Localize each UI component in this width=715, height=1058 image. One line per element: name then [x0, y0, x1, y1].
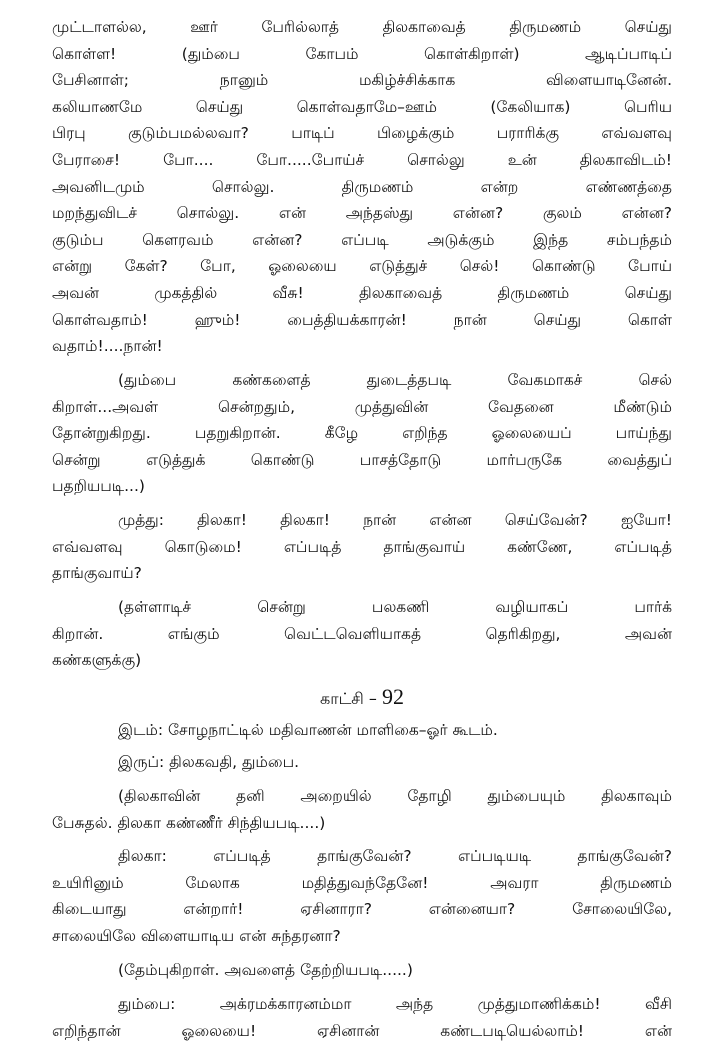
text-line: முத்து: திலகா! திலகா! நான் என்ன செய்வேன்? ஐயோ!	[118, 511, 672, 529]
stage-direction-paragraph	[52, 367, 672, 500]
text-line: பதறியபடி...)	[52, 477, 145, 496]
stage-direction-paragraph	[52, 783, 672, 836]
text-line: என்று கேள்? போ, ஓலையை எடுத்துச் செல்! கொண்டு போய்	[52, 257, 672, 276]
text-line: உயிரினும் மேலாக மதித்துவந்தேனே! அவரா திருமணம்	[52, 873, 672, 892]
dialogue-paragraph	[52, 843, 672, 949]
text-line: குடும்ப கௌரவம் என்ன? எப்படி அடுக்கும் இந்த சம்பந்தம்	[52, 230, 672, 249]
text-line: வதாம்!....நான்!	[52, 337, 163, 356]
text-line: கொள்வதாம்! ஹும்! பைத்தியக்காரன்! நான் செய்து கொள்	[52, 310, 672, 329]
text-line: பேராசை! போ.... போ.....போய்ச் சொல்லு உன் திலகாவிடம்!	[52, 150, 672, 169]
text-line: கொள்ள! (தும்பை கோபம் கொள்கிறாள்) ஆடிப்பாடிப்	[52, 44, 672, 63]
text-line: பேசுதல். திலகா கண்ணீர் சிந்தியபடி....)	[52, 813, 326, 832]
characters-line	[52, 749, 672, 776]
stage-direction-paragraph	[52, 594, 672, 674]
text-line: கிடையாது என்றார்! ஏசினாரா? என்னையா? சோலையிலே,	[52, 900, 672, 919]
text-line: கண்களுக்கு)	[52, 651, 142, 670]
text-line: தும்பை: அக்ரமக்காரனம்மா அந்த முத்துமாணிக்கம்! வீசி	[118, 995, 672, 1013]
text-line: (திலகாவின் தனி அறையில் தோழி தும்பையும் திலகாவும்	[118, 787, 672, 805]
text-line: சாலையிலே விளையாடிய என் சுந்தரனா?	[52, 926, 341, 945]
text-line: திலகா: எப்படித் தாங்குவேன்? எப்படியடி தாங்குவேன்?	[118, 847, 672, 865]
text-line: பேசினாள்; நானும் மகிழ்ச்சிக்காக விளையாடினேன்.	[52, 71, 672, 90]
text-line: (தள்ளாடிச் சென்று பலகணி வழியாகப் பார்க்	[118, 598, 672, 616]
text-line: அவன் முகத்தில் வீசு! திலகாவைத் திருமணம் செய்து	[52, 283, 672, 302]
dialogue-paragraph	[52, 991, 672, 1044]
text-line: மறந்துவிடச் சொல்லு. என் அந்தஸ்து என்ன? குலம் என்ன?	[52, 204, 672, 223]
text-line: (தும்பை கண்களைத் துடைத்தபடி வேகமாகச் செல்	[118, 371, 672, 389]
text-line: தாங்குவாய்?	[52, 564, 142, 583]
scene-heading	[52, 682, 672, 712]
text-line: சென்று எடுத்துக் கொண்டு பாசத்தோடு மார்பருகே வைத்துப்	[52, 450, 672, 469]
scene-label: காட்சி –	[319, 689, 377, 708]
location-line	[52, 717, 672, 744]
text-line: முட்டாளல்ல, ஊர் பேரில்லாத் திலகாவைத் திருமணம் செய்து	[52, 18, 672, 36]
dialogue-paragraph	[52, 14, 672, 360]
dialogue-paragraph	[52, 507, 672, 587]
text-line: தோன்றுகிறது. பதறுகிறான். கீழே எறிந்த ஓலையைப் பாய்ந்து	[52, 424, 672, 443]
stage-direction-paragraph	[52, 957, 672, 984]
text-line: எறிந்தான் ஓலையை! ஏசினான் கண்டபடியெல்லாம்! என்	[52, 1021, 672, 1040]
text-line: கலியாணமே செய்து கொள்வதாமே–ஊம் (கேலியாக) பெரிய	[52, 97, 672, 116]
text-line: பிரபு குடும்பமல்லவா? பாடிப் பிழைக்கும் பராரிக்கு எவ்வளவு	[52, 124, 672, 143]
text-line: கிறாள்...அவள் சென்றதும், முத்துவின் வேதனை மீண்டும்	[52, 397, 672, 416]
text-line: எவ்வளவு கொடுமை! எப்படித் தாங்குவாய் கண்ணே, எப்படித்	[52, 537, 672, 556]
scene-number: 92	[382, 684, 405, 709]
text-line: இருப்: திலகவதி, தும்பை.	[118, 753, 300, 771]
text-line: இடம்: சோழநாட்டில் மதிவாணன் மாளிகை–ஓர் கூடம்.	[118, 721, 498, 739]
text-line: கிறான். எங்கும் வெட்டவெளியாகத் தெரிகிறது, அவன்	[52, 624, 672, 643]
text-line: அவனிடமும் சொல்லு. திருமணம் என்ற எண்ணத்தை	[52, 177, 672, 196]
text-line: (தேம்புகிறாள். அவளைத் தேற்றியபடி.....)	[118, 961, 413, 979]
